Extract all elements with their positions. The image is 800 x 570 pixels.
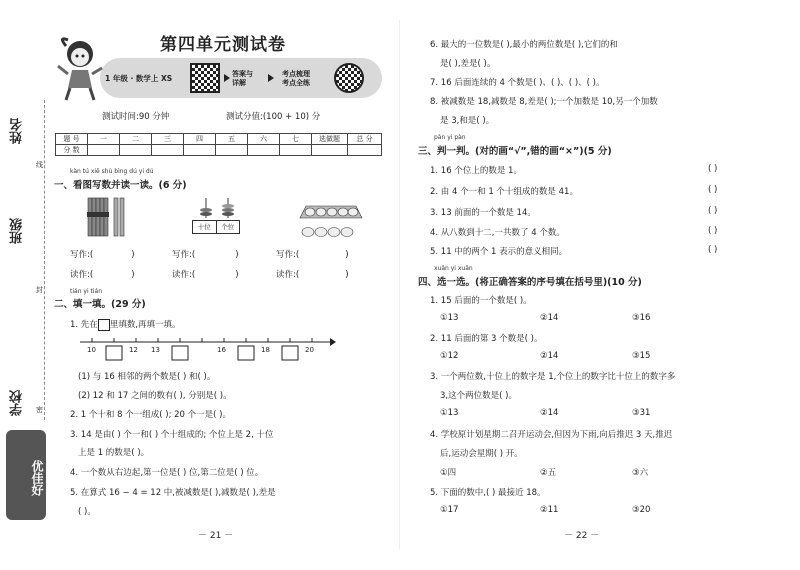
choice-option: ②14 [540,351,559,361]
choice-option: ③20 [632,505,651,515]
grade-label: 1 年级 · 数学上 XS [105,74,173,83]
judge-answer[interactable]: ( ) [708,206,718,216]
choice-option: ③31 [632,408,651,418]
score-table [55,133,382,156]
judge-item: 1. 16 个位上的数是 1。 [430,166,522,176]
score-header-cell: 选做题 [312,134,348,145]
judge-answer[interactable]: ( ) [708,164,718,174]
score-header-cell: 四 [184,134,216,145]
judge-item: 4. 从八数到十二,一共数了 4 个数。 [430,228,565,238]
binding-margin [0,0,52,570]
abacus-image [194,198,240,218]
choice-option: ②14 [540,313,559,323]
score-header-cell: 二 [120,134,152,145]
tick-label: 16 [217,346,226,354]
choice-option: ①13 [440,408,459,418]
write-1: 写作:( ) [70,250,135,260]
right-page [400,0,800,570]
question-1-2: (2) 12 和 17 之间的数有( ), 分别是( )。 [78,391,232,401]
judge-item: 3. 13 前面的一个数是 14。 [430,208,536,218]
ones-place-label: 个位 [221,223,235,231]
section-pinyin: xuǎn yi xuǎn [434,265,473,272]
score-header-cell: 六 [248,134,280,145]
judge-answer[interactable]: ( ) [708,185,718,195]
question-3a: 3. 14 是由( ) 个一和( ) 个十组成的; 个位上是 2, 十位 [70,430,274,440]
section-pinyin: pàn yi pàn [434,134,466,141]
section-pinyin: kàn tú xiě shù bìng dú yi dú [70,168,154,175]
section-4-title: 四、选一选。(将正确答案的序号填在括号里)(10 分) [418,277,642,288]
choice-option: ②11 [540,505,559,515]
tick-label: 10 [87,346,96,354]
blank-box[interactable] [98,319,110,331]
answer-label-1: 答案与 [232,70,253,78]
question-1-1: (1) 与 16 相邻的两个数是( ) 和( )。 [78,372,216,382]
review-label-2: 考点全练 [282,79,310,87]
test-time: 测试时间:90 分钟 [102,112,170,122]
tens-place-label: 十位 [193,221,217,233]
question-7: 7. 16 后面连续的 4 个数是( )、( )、( )、( )。 [430,78,605,88]
question-4: 4. 一个数从右边起,第一位是( ) 位,第二位是( ) 位。 [70,468,264,478]
answer-label-2: 详解 [232,79,246,87]
secret-mark: 密 [36,406,43,414]
score-header-cell: 三 [152,134,184,145]
question-5a: 5. 在算式 16 − 4 = 12 中,被减数是( ),减数是( ),差是 [70,488,276,498]
section-pinyin: tián yi tián [70,288,103,295]
question-2: 2. 1 个十和 8 个一组成( ); 20 个一是( )。 [70,410,231,420]
choice-option: ①17 [440,505,459,515]
section-2-title: 二、填一填。(29 分) [54,299,146,310]
egg-carton-image [296,200,366,240]
choice-question-4a: 4. 学校原计划星期二召开运动会,但因为下雨,向后推迟 3 天,推迟 [430,430,673,440]
school-label: 学校 [10,390,25,416]
write-3: 写作:( ) [276,250,349,260]
score-header-cell: 总 分 [348,134,382,145]
arrow-icon [268,74,274,82]
score-cell[interactable] [152,145,184,156]
tick-label: 13 [151,346,160,354]
score-cell[interactable] [312,145,348,156]
score-header-cell: 七 [280,134,312,145]
read-1: 读作:( ) [70,270,135,280]
score-cell[interactable] [248,145,280,156]
score-header-cell: 五 [216,134,248,145]
choice-option: ③15 [632,351,651,361]
brand-logo: 优佳好 [6,430,46,520]
question-1: 1. 先在 里填数,再填一填。 [70,320,181,330]
choice-option: ③16 [632,313,651,323]
choice-option: ①四 [440,468,457,478]
name-label: 姓名 [10,118,25,144]
question-5b: ( )。 [78,507,96,517]
choice-option: ①12 [440,351,459,361]
seal-line-mark: 线 [36,161,43,169]
place-value-chart [192,220,240,234]
choice-option: ②五 [540,468,557,478]
score-cell[interactable] [280,145,312,156]
choice-question-4b: 后,运动会星期( ) 开。 [440,449,523,459]
score-cell[interactable] [184,145,216,156]
score-cell[interactable] [120,145,152,156]
judge-item: 5. 11 中的两个 1 表示的意义相同。 [430,247,568,257]
read-2: 读作:( ) [172,270,239,280]
section-1-title: 一、看图写数并读一读。(6 分) [54,180,187,191]
question-8b: 是 3,和是( )。 [440,116,495,126]
choice-question-3a: 3. 一个两位数,十位上的数字是 1,个位上的数字比十位上的数字多 [430,372,676,382]
question-8: 8. 被减数是 18,减数是 8,差是( );一个加数是 10,另一个加数 [430,97,658,107]
class-label: 班级 [10,218,25,244]
question-6: 6. 最大的一位数是( ),最小的两位数是( ),它们的和 [430,40,618,50]
score-cell[interactable] [88,145,120,156]
choice-option: ①13 [440,313,459,323]
score-cell[interactable] [348,145,382,156]
seal-dashed-line [44,100,45,420]
tick-label: 20 [305,346,314,354]
seal-mark: 封 [36,286,43,294]
choice-question-2: 2. 11 后面的第 3 个数是( )。 [430,334,543,344]
qr-code-icon[interactable] [190,63,220,93]
judge-answer[interactable]: ( ) [708,245,718,255]
qr-code-icon[interactable] [334,63,364,93]
review-label-1: 考点梳理 [282,70,310,78]
choice-question-5: 5. 下面的数中,( ) 最接近 18。 [430,488,546,498]
number-line [78,334,336,364]
question-3b: 上是 1 的数是( )。 [78,448,150,458]
score-cell[interactable] [216,145,248,156]
test-score: 测试分值:(100 + 10) 分 [226,112,321,122]
page-number: － 21 － [198,531,234,541]
score-header-cell: 一 [88,134,120,145]
write-2: 写作:( ) [172,250,239,260]
page-title: 第四单元测试卷 [160,35,286,55]
score-cell[interactable]: 分 数 [56,145,88,156]
choice-question-1: 1. 15 后面的一个数是( )。 [430,296,532,306]
score-header-cell: 题 号 [56,134,88,145]
page-number: － 22 － [564,531,600,541]
arrow-icon [224,74,230,82]
choice-option: ③六 [632,468,649,478]
read-3: 读作:( ) [276,270,349,280]
question-6b: 是( ),差是( )。 [440,59,496,69]
judge-answer[interactable]: ( ) [708,226,718,236]
choice-question-3b: 3,这个两位数是( )。 [440,391,517,401]
judge-item: 2. 由 4 个一和 1 个十组成的数是 41。 [430,187,578,197]
tick-label: 12 [129,346,138,354]
bundled-sticks-image [86,196,132,240]
choice-option: ②14 [540,408,559,418]
section-3-title: 三、判一判。(对的画“√”,错的画“×”)(5 分) [418,146,612,157]
girl-mascot-icon [54,36,104,102]
tick-label: 18 [261,346,270,354]
